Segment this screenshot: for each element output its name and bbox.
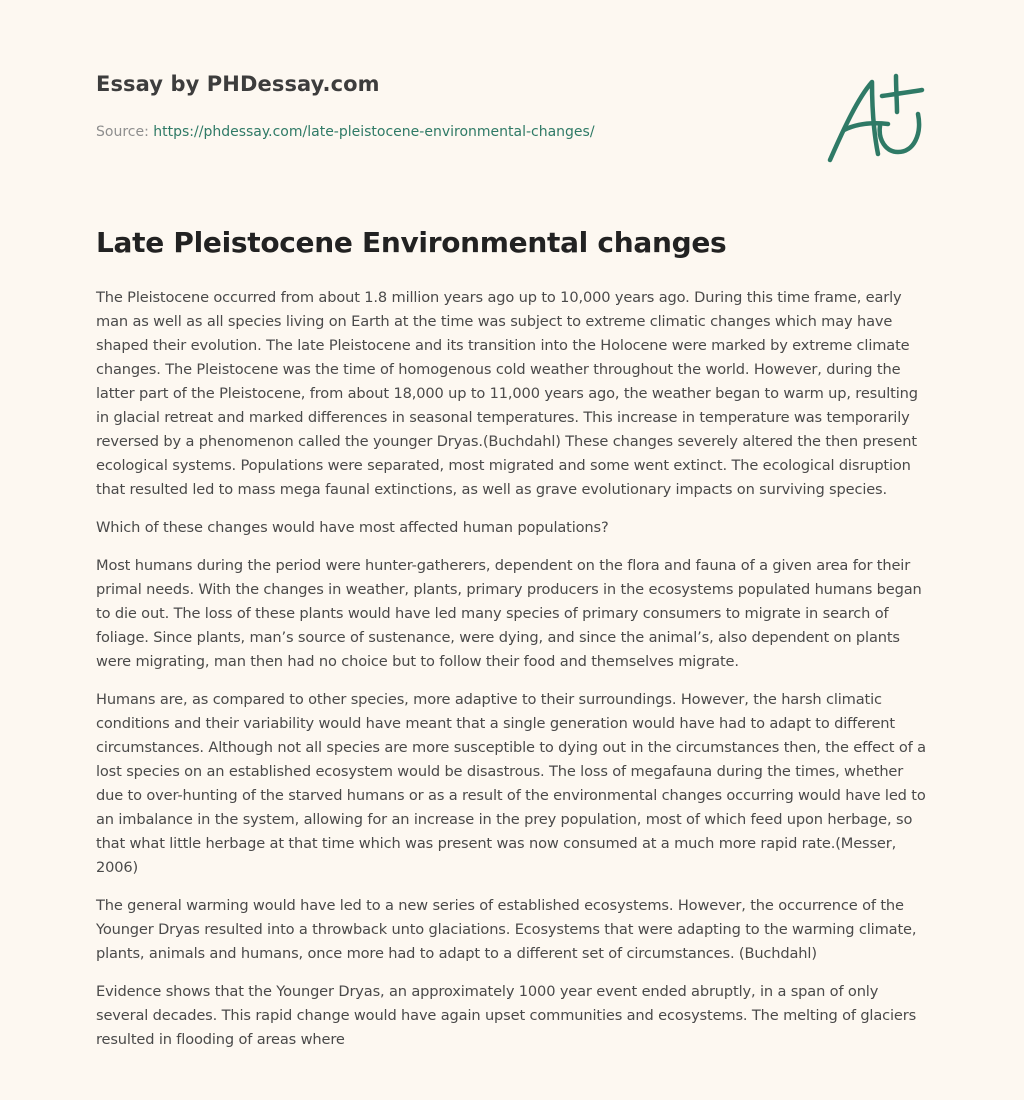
essay-body: [96, 286, 928, 1066]
site-brand: Essay by PHDessay.com: [96, 72, 380, 96]
source-line: [96, 124, 595, 140]
paragraph: Evidence shows that the Younger Dryas, an approximately 1000 year event ended abruptly, in a span of only several decades. This rapid change would have again upset communities and ecosystems. The melting of glaciers resulted in flooding of areas where: [96, 983, 917, 1048]
paragraph: The general warming would have led to a new series of established ecosystems. However, the occurrence of the Younger Dryas resulted into a throwback unto glaciations. Ecosystems that were adapting to the warming climate, plants, animals and humans, once more had to adapt to a different set of circumstances. (Buchdahl): [96, 897, 917, 962]
essay-title: Late Pleistocene Environmental changes: [96, 226, 727, 259]
paragraph: Which of these changes would have most affected human populations?: [96, 519, 609, 536]
source-label: Source:: [96, 124, 149, 140]
paragraph: Most humans during the period were hunter-gatherers, dependent on the flora and fauna of a given area for their primal needs. With the changes in weather, plants, primary producers in the ecosystems populated humans began to die out. The loss of these plants would have led many species of primary consumers to migrate in search of foliage. Since plants, man’s source of sustenance, were dying, and since the animal’s, also dependent on plants were migrating, man then had no choice but to follow their food and themselves migrate.: [96, 557, 922, 670]
paragraph: The Pleistocene occurred from about 1.8 million years ago up to 10,000 years ago. During this time frame, early man as well as all species living on Earth at the time was subject to extreme climatic changes which may have shaped their evolution. The late Pleistocene and its transition into the Holocene were marked by extreme climate changes. The Pleistocene was the time of homogenous cold weather throughout the world. However, during the latter part of the Pleistocene, from about 18,000 up to 11,000 years ago, the weather began to warm up, resulting in glacial retreat and marked differences in seasonal temperatures. This increase in temperature was temporarily reversed by a phenomenon called the younger Dryas.(Buchdahl) These changes severely altered the then present ecological systems. Populations were separated, most migrated and some went extinct. The ecological disruption that resulted led to mass mega faunal extinctions, as well as grave evolutionary impacts on surviving species.: [96, 289, 918, 498]
essay-header: [96, 72, 796, 140]
source-link[interactable]: https://phdessay.com/late-pleistocene-environmental-changes/: [153, 124, 595, 140]
paragraph: Humans are, as compared to other species, more adaptive to their surroundings. However, the harsh climatic conditions and their variability would have meant that a single generation would have had to adapt to different circumstances. Although not all species are more susceptible to dying out in the circumstances then, the effect of a lost species on an established ecosystem would be disastrous. The loss of megafauna during the times, whether due to over-hunting of the starved humans or as a result of the environmental changes occurring would have led to an imbalance in the system, allowing for an increase in the prey population, most of which feed upon herbage, so that what little herbage at that time which was present was now consumed at a much more rapid rate.(Messer, 2006): [96, 691, 926, 876]
a-plus-grade-icon: [822, 68, 932, 168]
